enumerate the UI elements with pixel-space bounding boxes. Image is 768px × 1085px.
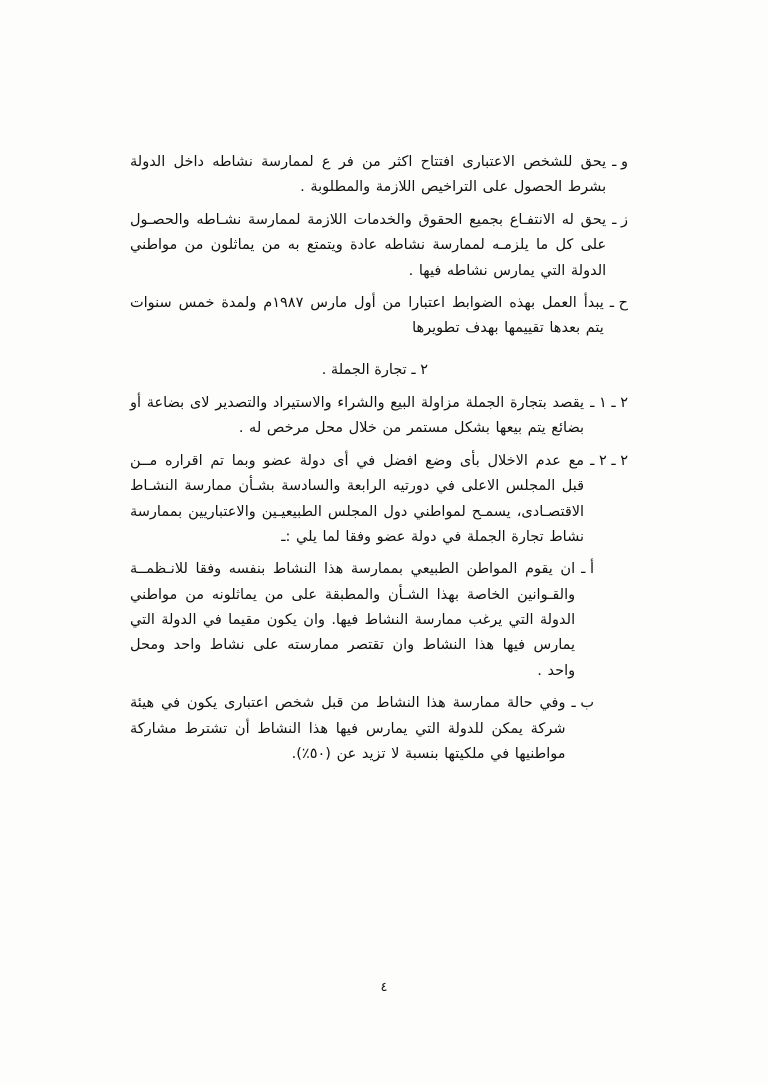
clause-marker: ٢ ـ ٢ ـ (590, 452, 628, 469)
paragraph-clause-haa (130, 291, 628, 342)
clause-text: وفي حالة ممارسة هذا النشاط من قبل شخص اعتبارى يكون في هيئة شركة يمكن للدولة التي يمارس فيها هذا النشاط أن تشترط مشاركة مواطنيها في ملكيتها بنسبة لا تزيد عن (٥٠٪). (130, 695, 566, 762)
paragraph-clause-waw (130, 150, 628, 201)
paragraph-clause-2-2-b (130, 691, 594, 767)
paragraph-clause-2-2-a (130, 557, 594, 684)
clause-text: مع عدم الاخلال بأى وضع افضل في أى دولة عضو وبما تم اقراره مــن قبل المجلس الاعلى في دورتيه الرابعة والسادسة بشـأن ممارسة النشـاط الاقتصـادى، يسمـح لمواطني دول المجلس الطبيعيـين والاعتباريين بممارسة نشاط تجارة الجملة في دولة عضو وفقا لما يلي :ـ (130, 452, 585, 545)
clause-marker: ٢ ـ ١ ـ (590, 395, 628, 411)
clause-text: يحق للشخص الاعتبارى افتتاح اكثر من فر ع لممارسة نشاطه داخل الدولة بشرط الحصول على التراخيص اللازمة والمطلوبة . (130, 154, 607, 196)
page-number: ٤ (380, 980, 388, 995)
clause-marker: ب ـ (571, 695, 594, 712)
clause-marker: ح ـ (609, 294, 628, 311)
paragraph-clause-2-2 (130, 449, 628, 551)
clause-text: يحق له الانتفـاع بجميع الحقوق والخدمات اللازمة لممارسة نشـاطه والحصـول على كل ما يلزمـه لممارسة نشاطه عادة ويتمتع به من يماثلون من مواطني الدولة التي يمارس نشاطه فيها . (130, 211, 607, 279)
section-heading-wholesale-trade: ٢ ـ تجارة الجملة . (321, 361, 428, 378)
clause-marker: و ـ (612, 154, 628, 170)
clause-marker: ز ـ (612, 211, 628, 228)
paragraph-clause-2-1 (130, 391, 628, 442)
clause-text: ان يقوم المواطن الطبيعي بممارسة هذا النشاط بنفسه وفقا للانـظمــة والقـوانين الخاصة بهذا الشـأن والمطبقة على من يماثلونه من مواطني الدولة التي يرغب ممارسة النشاط فيها. وان يكون مقيما في الدولة التي يمارس فيها هذا النشاط وان تقتصر ممارسته على نشاط واحد ومحل واحد . (130, 561, 576, 679)
clause-text: يبدأ العمل بهذه الضوابط اعتبارا من أول مارس ١٩٨٧م ولمدة خمس سنوات يتم بعدها تقييمها بهدف تطويرها (130, 294, 604, 337)
paragraph-clause-zay (130, 208, 628, 284)
document-body (130, 150, 628, 774)
clause-marker: أ ـ (581, 561, 594, 578)
clause-text: يقصد بتجارة الجملة مزاولة البيع والشراء والاستيراد والتصدير لاى بضاعة أو بضائع يتم بيعها بشكل مستمر من خلال محل مرخص له . (130, 395, 585, 437)
